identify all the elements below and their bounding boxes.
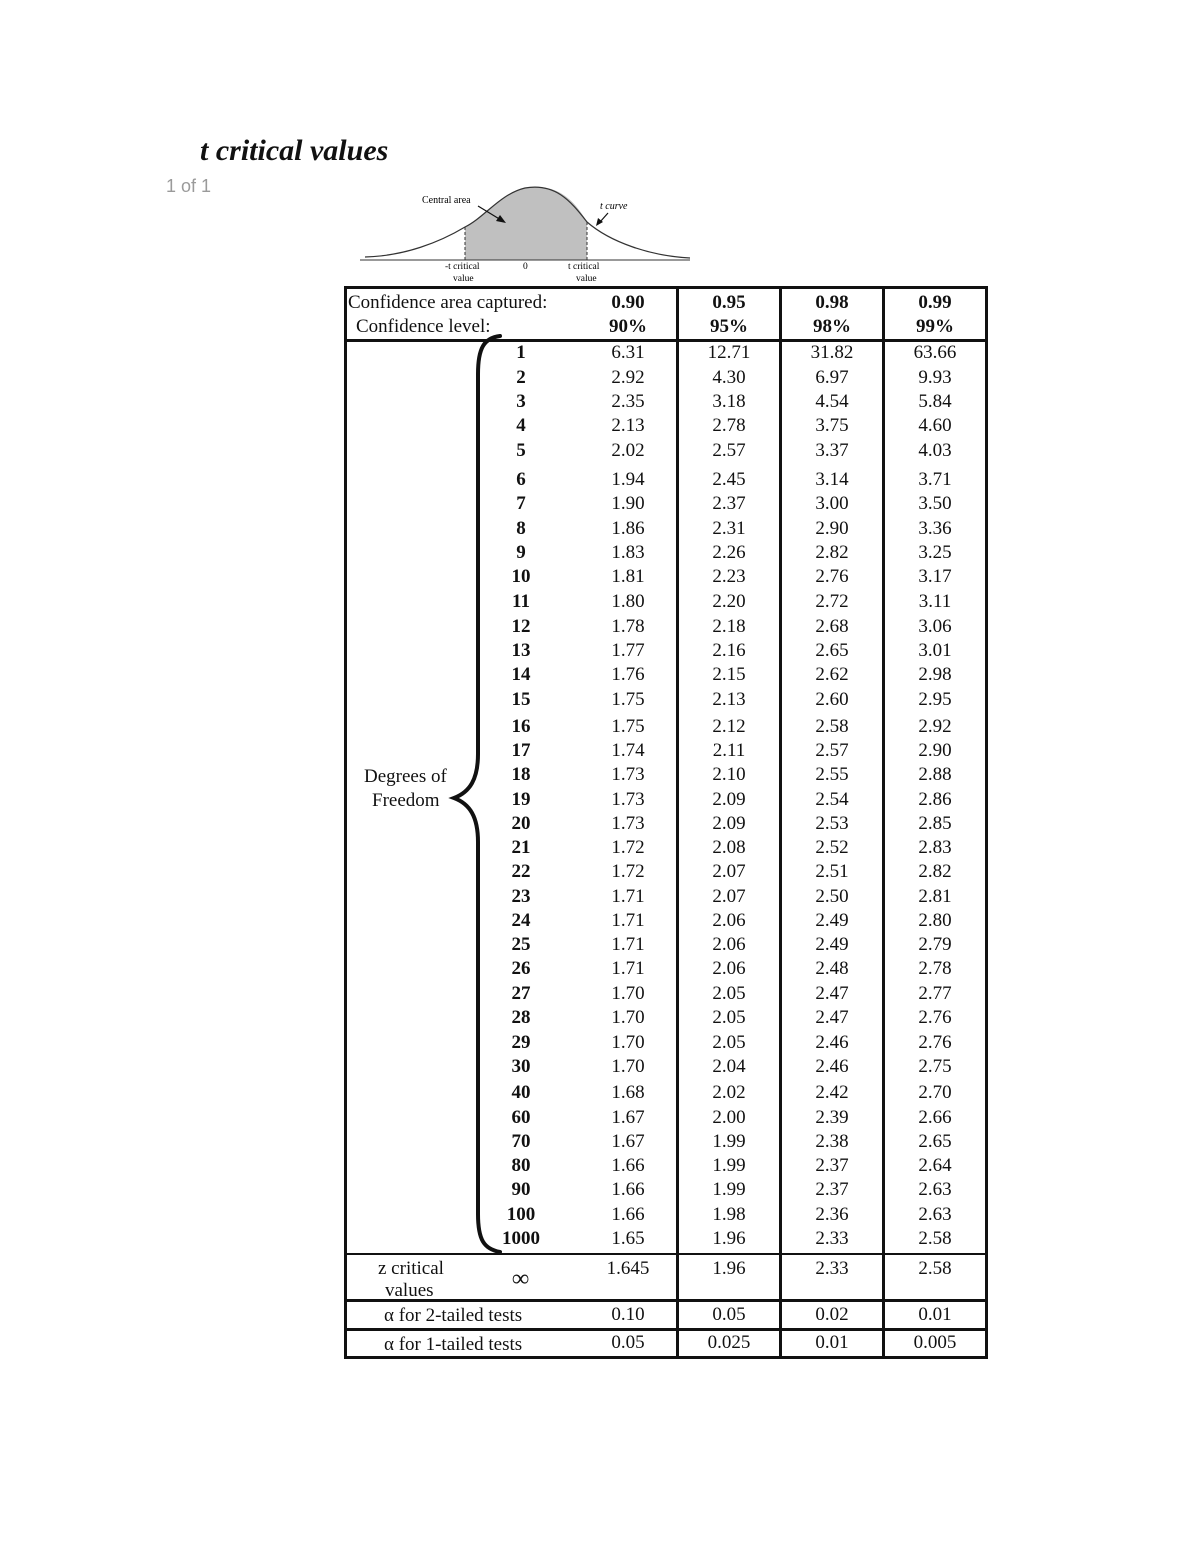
table-cell: 2.47 (815, 1007, 849, 1028)
table-cell: 1.68 (611, 1082, 645, 1103)
table-cell: 1.72 (611, 861, 645, 882)
df-value: 11 (512, 591, 530, 612)
table-cell: 1.90 (611, 493, 645, 514)
df-value: 17 (511, 740, 531, 761)
table-cell: 2.46 (815, 1032, 849, 1053)
table-cell: 2.86 (918, 789, 952, 810)
table-cell: 2.20 (712, 591, 746, 612)
zero-label: 0 (523, 262, 528, 272)
df-value: 13 (511, 640, 531, 661)
table-cell: 1.75 (611, 689, 645, 710)
table-cell: 2.08 (712, 837, 746, 858)
table-cell: 1.77 (611, 640, 645, 661)
table-cell: 3.00 (815, 493, 849, 514)
table-cell: 1.72 (611, 837, 645, 858)
table-cell: 2.13 (611, 415, 645, 436)
table-cell: 1.80 (611, 591, 645, 612)
table-cell: 2.57 (712, 440, 746, 461)
t-curve-label: t curve (600, 201, 628, 212)
table-cell: 2.95 (918, 689, 952, 710)
df-value: 20 (511, 813, 531, 834)
df-value: 26 (511, 958, 531, 979)
z-critical-value: 1.645 (606, 1258, 650, 1279)
table-cell: 2.65 (815, 640, 849, 661)
table-cell: 2.90 (918, 740, 952, 761)
table-cell: 2.09 (712, 789, 746, 810)
z-critical-label: z critical (378, 1258, 444, 1279)
table-cell: 2.07 (712, 861, 746, 882)
table-cell: 1.70 (611, 1032, 645, 1053)
table-cell: 31.82 (810, 342, 854, 363)
table-border-top (344, 286, 988, 289)
alpha-2-tailed-value: 0.02 (815, 1304, 849, 1325)
table-cell: 2.92 (918, 716, 952, 737)
alpha-1-tailed-value: 0.05 (611, 1332, 645, 1353)
table-cell: 1.70 (611, 1056, 645, 1077)
degrees-of-freedom-label: Degrees of (364, 766, 447, 787)
df-value: 25 (511, 934, 531, 955)
alpha-1-tailed-value: 0.005 (913, 1332, 957, 1353)
table-cell: 2.04 (712, 1056, 746, 1077)
central-area-label: Central area (422, 195, 471, 206)
df-value: 12 (511, 616, 531, 637)
table-cell: 1.66 (611, 1155, 645, 1176)
table-cell: 9.93 (918, 367, 952, 388)
table-cell: 6.97 (815, 367, 849, 388)
df-value: 29 (511, 1032, 531, 1053)
table-cell: 1.99 (712, 1179, 746, 1200)
df-value: 9 (516, 542, 526, 563)
table-cell: 2.58 (815, 716, 849, 737)
table-cell: 4.30 (712, 367, 746, 388)
table-cell: 2.39 (815, 1107, 849, 1128)
table-cell: 1.73 (611, 813, 645, 834)
confidence-area-value: 0.98 (815, 292, 849, 313)
table-cell: 1.67 (611, 1107, 645, 1128)
table-cell: 1.71 (611, 910, 645, 931)
table-cell: 1.65 (611, 1228, 645, 1249)
table-cell: 2.47 (815, 983, 849, 1004)
df-value: 10 (511, 566, 531, 587)
table-cell: 2.78 (712, 415, 746, 436)
table-cell: 2.51 (815, 861, 849, 882)
table-cell: 2.15 (712, 664, 746, 685)
table-cell: 2.37 (815, 1179, 849, 1200)
table-cell: 2.77 (918, 983, 952, 1004)
table-cell: 2.11 (712, 740, 746, 761)
table-cell: 2.12 (712, 716, 746, 737)
neg-critical-label: -t critical (445, 262, 480, 272)
table-cell: 2.52 (815, 837, 849, 858)
confidence-area-label: Confidence area captured: (348, 292, 548, 313)
table-cell: 2.18 (712, 616, 746, 637)
df-value: 7 (516, 493, 526, 514)
table-cell: 2.16 (712, 640, 746, 661)
table-cell: 2.58 (918, 1228, 952, 1249)
df-value: 27 (511, 983, 531, 1004)
table-cell: 1.83 (611, 542, 645, 563)
df-value: 19 (511, 789, 531, 810)
table-cell: 12.71 (707, 342, 751, 363)
table-cell: 1.98 (712, 1204, 746, 1225)
z-critical-value: 1.96 (712, 1258, 746, 1279)
df-value: 70 (511, 1131, 531, 1152)
table-cell: 2.70 (918, 1082, 952, 1103)
table-cell: 2.55 (815, 764, 849, 785)
table-cell: 2.10 (712, 764, 746, 785)
table-cell: 1.86 (611, 518, 645, 539)
df-value: 4 (516, 415, 526, 436)
table-cell: 2.65 (918, 1131, 952, 1152)
confidence-level-value: 99% (916, 316, 954, 337)
table-cell: 2.81 (918, 886, 952, 907)
df-value: 1 (516, 342, 526, 363)
table-cell: 2.00 (712, 1107, 746, 1128)
df-value: 90 (511, 1179, 531, 1200)
table-cell: 4.54 (815, 391, 849, 412)
table-cell: 2.35 (611, 391, 645, 412)
df-value: 60 (511, 1107, 531, 1128)
confidence-area-value: 0.99 (918, 292, 952, 313)
table-cell: 1.74 (611, 740, 645, 761)
table-cell: 2.37 (815, 1155, 849, 1176)
table-cell: 1.66 (611, 1179, 645, 1200)
table-cell: 2.63 (918, 1204, 952, 1225)
table-cell: 2.09 (712, 813, 746, 834)
table-cell: 2.23 (712, 566, 746, 587)
table-cell: 2.33 (815, 1228, 849, 1249)
table-cell: 2.46 (815, 1056, 849, 1077)
table-cell: 2.80 (918, 910, 952, 931)
df-value: 100 (506, 1204, 536, 1225)
table-cell: 1.73 (611, 789, 645, 810)
alpha2-row-top-rule (344, 1299, 988, 1302)
table-cell: 2.60 (815, 689, 849, 710)
table-cell: 2.76 (918, 1007, 952, 1028)
table-cell: 2.48 (815, 958, 849, 979)
table-cell: 2.50 (815, 886, 849, 907)
table-cell: 3.25 (918, 542, 952, 563)
table-cell: 1.99 (712, 1131, 746, 1152)
table-cell: 2.57 (815, 740, 849, 761)
table-cell: 1.75 (611, 716, 645, 737)
pos-critical-label: t critical (568, 262, 600, 272)
df-value: 2 (516, 367, 526, 388)
table-cell: 4.60 (918, 415, 952, 436)
confidence-area-value: 0.90 (611, 292, 645, 313)
table-cell: 1.96 (712, 1228, 746, 1249)
table-cell: 2.02 (611, 440, 645, 461)
table-cell: 3.37 (815, 440, 849, 461)
z-critical-value: 2.33 (815, 1258, 849, 1279)
confidence-level-value: 95% (710, 316, 748, 337)
table-cell: 2.13 (712, 689, 746, 710)
table-border-right (985, 286, 988, 1359)
table-cell: 3.36 (918, 518, 952, 539)
table-cell: 1.70 (611, 983, 645, 1004)
table-cell: 1.99 (712, 1155, 746, 1176)
table-cell: 2.54 (815, 789, 849, 810)
table-cell: 2.42 (815, 1082, 849, 1103)
df-value: 23 (511, 886, 531, 907)
table-cell: 1.76 (611, 664, 645, 685)
table-cell: 2.76 (815, 566, 849, 587)
alpha-2-tailed-value: 0.01 (918, 1304, 952, 1325)
table-cell: 2.06 (712, 934, 746, 955)
table-cell: 3.14 (815, 469, 849, 490)
df-value: 18 (511, 764, 531, 785)
table-cell: 1.78 (611, 616, 645, 637)
table-cell: 4.03 (918, 440, 952, 461)
alpha1-row-top-rule (344, 1328, 988, 1331)
table-cell: 2.02 (712, 1082, 746, 1103)
table-cell: 1.66 (611, 1204, 645, 1225)
table-cell: 2.38 (815, 1131, 849, 1152)
confidence-level-label: Confidence level: (356, 316, 491, 337)
df-value: 40 (511, 1082, 531, 1103)
z-critical-value: 2.58 (918, 1258, 952, 1279)
table-cell: 2.85 (918, 813, 952, 834)
table-cell: 3.17 (918, 566, 952, 587)
table-cell: 1.94 (611, 469, 645, 490)
table-cell: 2.07 (712, 886, 746, 907)
page-title: t critical values (200, 134, 389, 167)
table-cell: 1.73 (611, 764, 645, 785)
df-value: 28 (511, 1007, 531, 1028)
table-cell: 2.82 (918, 861, 952, 882)
confidence-level-value: 98% (813, 316, 851, 337)
degrees-of-freedom-label-2: Freedom (372, 790, 440, 811)
table-cell: 2.75 (918, 1056, 952, 1077)
alpha-2-tailed-value: 0.10 (611, 1304, 645, 1325)
df-value: 21 (511, 837, 531, 858)
df-value: 24 (511, 910, 531, 931)
table-cell: 3.06 (918, 616, 952, 637)
table-cell: 2.05 (712, 983, 746, 1004)
table-cell: 2.98 (918, 664, 952, 685)
table-cell: 2.90 (815, 518, 849, 539)
alpha-1-tailed-label: α for 1-tailed tests (384, 1334, 523, 1355)
table-cell: 6.31 (611, 342, 645, 363)
z-critical-label-2: values (385, 1280, 434, 1301)
df-value: 5 (516, 440, 526, 461)
table-cell: 1.71 (611, 934, 645, 955)
table-cell: 2.76 (918, 1032, 952, 1053)
table-cell: 2.05 (712, 1032, 746, 1053)
table-cell: 2.88 (918, 764, 952, 785)
alpha-2-tailed-value: 0.05 (712, 1304, 746, 1325)
table-cell: 5.84 (918, 391, 952, 412)
table-cell: 1.70 (611, 1007, 645, 1028)
table-cell: 2.49 (815, 934, 849, 955)
pos-critical-label-2: value (576, 274, 597, 284)
df-value: 16 (511, 716, 531, 737)
table-cell: 2.53 (815, 813, 849, 834)
df-value: 15 (511, 689, 531, 710)
alpha-2-tailed-label: α for 2-tailed tests (384, 1305, 523, 1326)
table-cell: 2.83 (918, 837, 952, 858)
df-value: 22 (511, 861, 531, 882)
alpha-1-tailed-value: 0.025 (707, 1332, 751, 1353)
table-cell: 1.67 (611, 1131, 645, 1152)
table-cell: 3.71 (918, 469, 952, 490)
table-cell: 2.68 (815, 616, 849, 637)
table-cell: 1.81 (611, 566, 645, 587)
confidence-area-value: 0.95 (712, 292, 746, 313)
table-cell: 2.45 (712, 469, 746, 490)
df-value: 80 (511, 1155, 531, 1176)
table-cell: 3.75 (815, 415, 849, 436)
table-cell: 1.71 (611, 958, 645, 979)
table-cell: 2.36 (815, 1204, 849, 1225)
df-value: 14 (511, 664, 531, 685)
alpha-1-tailed-value: 0.01 (815, 1332, 849, 1353)
table-cell: 2.49 (815, 910, 849, 931)
table-cell: 2.66 (918, 1107, 952, 1128)
table-cell: 2.82 (815, 542, 849, 563)
t-curve-diagram (360, 182, 700, 286)
confidence-level-value: 90% (609, 316, 647, 337)
df-value: 6 (516, 469, 526, 490)
df-value: 3 (516, 391, 526, 412)
table-cell: 2.79 (918, 934, 952, 955)
table-cell: 2.31 (712, 518, 746, 539)
neg-critical-label-2: value (453, 274, 474, 284)
table-cell: 2.06 (712, 910, 746, 931)
table-cell: 2.62 (815, 664, 849, 685)
df-value: 1000 (502, 1228, 540, 1249)
table-cell: 2.64 (918, 1155, 952, 1176)
table-cell: 2.37 (712, 493, 746, 514)
table-cell: 3.18 (712, 391, 746, 412)
table-cell: 2.05 (712, 1007, 746, 1028)
table-cell: 2.92 (611, 367, 645, 388)
table-cell: 3.50 (918, 493, 952, 514)
df-value: 30 (511, 1056, 531, 1077)
table-cell: 2.72 (815, 591, 849, 612)
table-cell: 2.78 (918, 958, 952, 979)
table-border-left (344, 286, 347, 1359)
table-cell: 2.63 (918, 1179, 952, 1200)
table-cell: 1.71 (611, 886, 645, 907)
df-value: 8 (516, 518, 526, 539)
table-cell: 63.66 (913, 342, 957, 363)
infinity-symbol: ∞ (512, 1266, 530, 1292)
table-cell: 3.01 (918, 640, 952, 661)
central-area-shading (465, 187, 587, 260)
page-indicator: 1 of 1 (166, 176, 212, 196)
table-cell: 2.26 (712, 542, 746, 563)
table-cell: 2.06 (712, 958, 746, 979)
table-cell: 3.11 (918, 591, 952, 612)
